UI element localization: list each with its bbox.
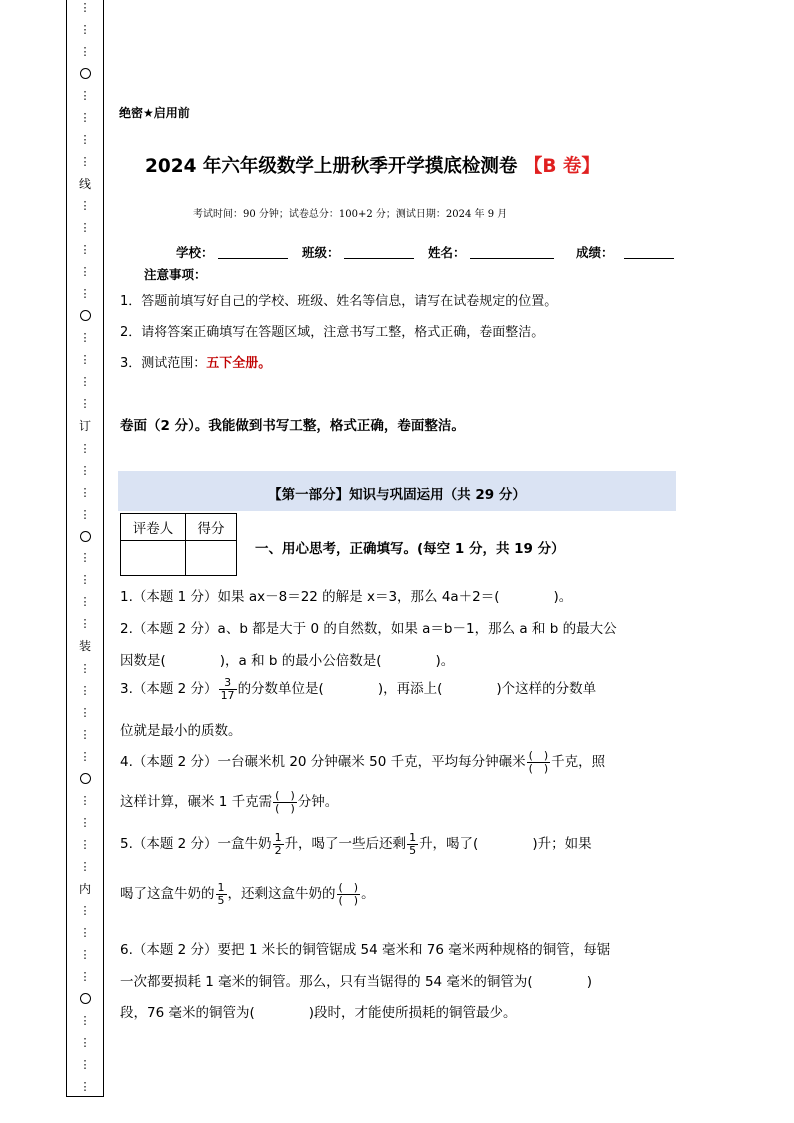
score-cell[interactable] — [186, 541, 237, 576]
school-label: 学校： — [176, 245, 214, 260]
binding-margin — [66, 0, 104, 1097]
score-label: 成绩： — [576, 245, 614, 260]
binding-circle — [80, 68, 91, 79]
fraction-1-5: $\frac{1}{5}$ — [217, 881, 225, 907]
test-scope: 五下全册。 — [206, 356, 272, 371]
score-header: 得分 — [186, 514, 237, 541]
answer-fraction-blank[interactable]: $\frac{( )}{( )}$ — [528, 749, 549, 775]
fraction-1-5: $\frac{1}{5}$ — [409, 831, 417, 857]
fraction-3-17: $\frac{3}{17}$ — [220, 676, 235, 702]
question-2-line-2: 因数是( )，a 和 b 的最小公倍数是( )。 — [120, 653, 455, 669]
binding-circle — [80, 773, 91, 784]
exam-title-main: 2024 年六年级数学上册秋季开学摸底检测卷 — [145, 156, 518, 177]
binding-word-xian: 线 — [78, 176, 91, 191]
question-5-line-2: 喝了这盒牛奶的 $\frac{1}{5}$ ，还剩这盒牛奶的 $\frac{( )}{( )}$ 。 — [120, 881, 375, 907]
class-field[interactable] — [344, 258, 414, 259]
binding-dots-column: ⋮ ⋮ ⋮ ⋮ ⋮ ⋮ ⋮ 线 ⋮ ⋮ ⋮ ⋮ ⋮ ⋮ ⋮ ⋮ ⋮ 订 ⋮ ⋮ ⋮ ⋮ ⋮ ⋮ ⋮ ⋮ 装 ⋮ ⋮ ⋮ ⋮ ⋮ ⋮ ⋮ ⋮ ⋮ 内 ⋮ ⋮ ⋮ ⋮ ⋮ ⋮ ⋮ ⋮ — [78, 1, 91, 1093]
binding-word-ding: 订 — [78, 418, 91, 433]
fraction-1-2: $\frac{1}{2}$ — [274, 831, 282, 857]
question-5-line-1: 5.（本题 2 分）一盒牛奶 $\frac{1}{2}$ 升，喝了一些后还剩 $\frac{1}{5}$ 升，喝了( )升；如果 — [120, 831, 592, 857]
notice-item-2: 2．请将答案正确填写在答题区域，注意书写工整，格式正确，卷面整洁。 — [120, 325, 545, 340]
name-field[interactable] — [470, 258, 554, 259]
notice-item-3-prefix: 3．测试范围： — [120, 356, 207, 371]
confidential-label: 绝密★启用前 — [119, 106, 190, 120]
class-label: 班级： — [302, 245, 340, 260]
exam-title-tag: 【B 卷】 — [523, 156, 600, 177]
answer-fraction-blank[interactable]: $\frac{( )}{( )}$ — [338, 881, 359, 907]
question-6-line-1: 6.（本题 2 分）要把 1 米长的铜管锯成 54 毫米和 76 毫米两种规格的铜管，每锯 — [120, 942, 611, 958]
question-3-line-1 — [120, 677, 596, 701]
question-3-prefix: 3.（本题 2 分） — [120, 681, 218, 698]
score-table — [120, 513, 237, 576]
section-one-title: 一、用心思考，正确填写。(每空 1 分，共 19 分） — [255, 541, 565, 557]
question-6-line-2: 一次都要损耗 1 毫米的铜管。那么，只有当锯得的 54 毫米的铜管为( ) — [120, 974, 592, 990]
question-1: 1.（本题 1 分）如果 ax－8＝22 的解是 x＝3，那么 4a＋2＝( )。 — [120, 589, 573, 605]
school-field[interactable] — [218, 258, 288, 259]
exam-title — [145, 152, 600, 178]
grader-cell[interactable] — [121, 541, 186, 576]
name-label: 姓名： — [428, 245, 466, 260]
question-4-line-2: 这样计算，碾米 1 千克需 $\frac{( )}{( )}$ 分钟。 — [120, 789, 339, 815]
answer-fraction-blank[interactable]: $\frac{( )}{( )}$ — [275, 789, 295, 815]
exam-info: 考试时间：90 分钟；试卷总分：100+2 分；测试日期：2024 年 9 月 — [193, 209, 508, 220]
notice-item-1: 1．答题前填写好自己的学校、班级、姓名等信息，请写在试卷规定的位置。 — [120, 294, 558, 309]
part-one-title: 【第一部分】知识与巩固运用（共 29 分） — [268, 487, 526, 503]
question-3-rest: 的分数单位是( )，再添上( )个这样的分数单 — [237, 681, 597, 698]
binding-word-nei: 内 — [78, 881, 91, 896]
neatness-statement: 卷面（2 分）。我能做到书写工整，格式正确，卷面整洁。 — [120, 418, 465, 434]
binding-word-zhuang: 装 — [78, 639, 91, 654]
question-6-line-3: 段，76 毫米的铜管为( )段时，才能使所损耗的铜管最少。 — [120, 1005, 517, 1021]
notice-heading: 注意事项： — [144, 267, 207, 282]
question-2-line-1: 2.（本题 2 分）a、b 都是大于 0 的自然数，如果 a＝b－1，那么 a 和 b 的最大公 — [120, 621, 617, 637]
question-4-line-1: 4.（本题 2 分）一台碾米机 20 分钟碾米 50 千克，平均每分钟碾米 $\frac{( )}{( )}$ 千克，照 — [120, 749, 606, 775]
binding-circle — [80, 310, 91, 321]
binding-circle — [80, 993, 91, 1004]
binding-circle — [80, 531, 91, 542]
question-3-line-2: 位就是最小的质数。 — [120, 723, 242, 739]
score-field[interactable] — [624, 258, 674, 259]
grader-header: 评卷人 — [121, 514, 186, 541]
part-one-banner — [118, 471, 676, 511]
notice-item-3 — [120, 352, 271, 371]
